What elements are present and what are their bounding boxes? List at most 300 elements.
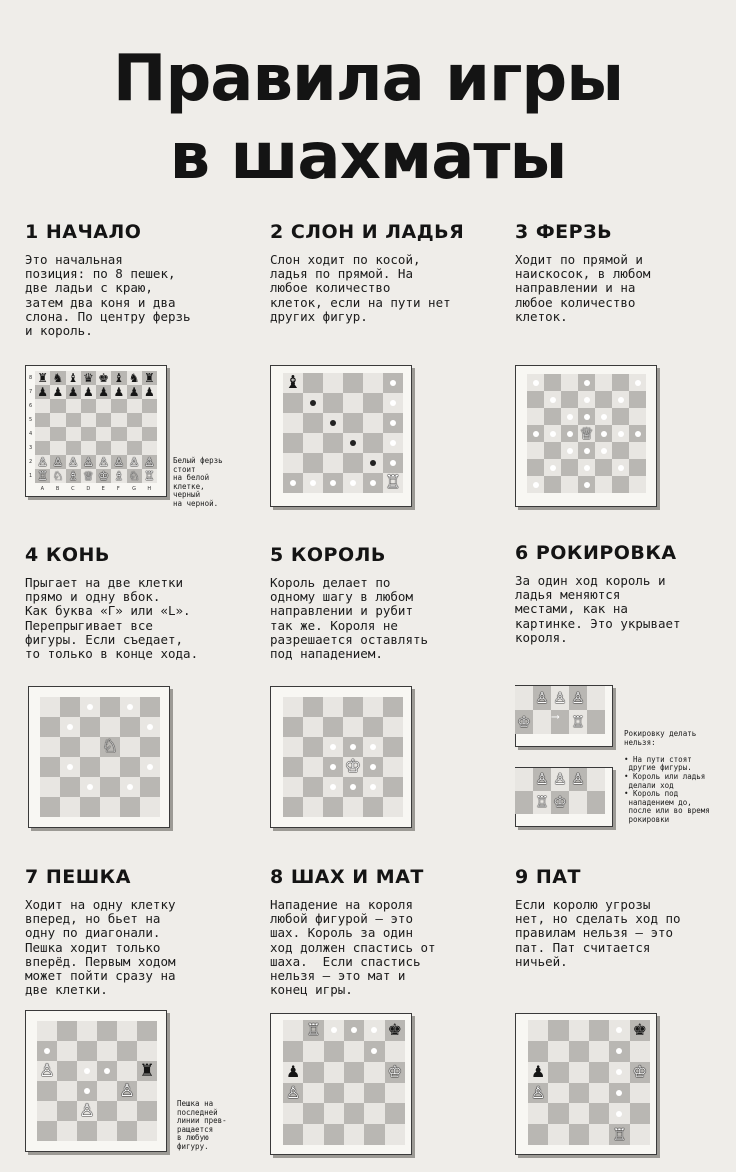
board-square — [569, 1124, 589, 1145]
board-square — [363, 797, 383, 817]
board-square — [81, 441, 96, 455]
board-square — [142, 399, 157, 413]
white-pawn-icon: ♙ — [535, 688, 549, 707]
black-pawn-icon: ♟ — [285, 1062, 301, 1082]
board-square — [283, 1020, 303, 1041]
rank-label: 7 — [29, 389, 33, 395]
board-square — [544, 374, 561, 391]
board-square — [569, 1062, 589, 1083]
board-square — [363, 453, 383, 473]
board-square — [66, 413, 81, 427]
move-marker-dot — [390, 460, 396, 466]
board-square — [569, 1041, 589, 1062]
board-square — [283, 1041, 303, 1062]
move-marker-dot — [616, 1027, 622, 1033]
white-pawn-icon: ♙ — [553, 688, 567, 707]
board-start — [35, 371, 157, 483]
white-king-icon: ♔ — [98, 469, 109, 483]
black-king-icon: ♚ — [387, 1020, 402, 1040]
move-marker-dot — [533, 482, 539, 488]
board-square — [57, 1041, 77, 1061]
board-square — [66, 385, 81, 399]
move-marker-dot — [533, 431, 539, 437]
board-square — [142, 469, 157, 483]
white-pawn-icon: ♙ — [553, 770, 567, 788]
board-square — [344, 1020, 364, 1041]
board-square — [303, 737, 323, 757]
file-label: H — [147, 486, 152, 492]
move-marker-dot — [567, 414, 573, 420]
board-square — [283, 433, 303, 453]
board-square — [323, 433, 343, 453]
move-marker-dot — [67, 764, 73, 770]
board-square — [578, 425, 595, 442]
board-square — [609, 1124, 629, 1145]
board-square — [551, 791, 569, 814]
board-square — [283, 373, 303, 393]
section-text-bishop-rook: Слон ходит по косой, ладья по прямой. На любое количество клеток, если на пути нет других фигур. — [270, 252, 451, 324]
white-rook-icon: ♖ — [571, 712, 585, 731]
move-marker-dot — [601, 414, 607, 420]
white-pawn-icon: ♙ — [79, 1100, 95, 1121]
board-square — [561, 391, 578, 408]
white-pawn-icon: ♙ — [571, 770, 585, 788]
board-square — [40, 797, 60, 817]
board-square — [127, 371, 142, 385]
black-pawn-icon: ♟ — [82, 385, 94, 399]
file-label: A — [40, 486, 45, 492]
board-square — [363, 473, 383, 493]
board-square — [117, 1041, 137, 1061]
move-marker-dot — [290, 480, 296, 486]
board-square — [343, 393, 363, 413]
black-bishop-icon: ♝ — [284, 372, 302, 393]
board-square — [595, 459, 612, 476]
board-square — [66, 399, 81, 413]
board-square — [35, 371, 50, 385]
board-square — [140, 777, 160, 797]
board-square — [50, 469, 65, 483]
board-square — [40, 737, 60, 757]
board-square — [66, 455, 81, 469]
move-marker-dot — [550, 397, 556, 403]
board-square — [57, 1121, 77, 1141]
white-rook-icon: ♖ — [143, 469, 155, 483]
board-square — [363, 433, 383, 453]
board-square — [364, 1062, 384, 1083]
board-square — [527, 442, 544, 459]
move-marker-dot — [350, 480, 356, 486]
board-square — [96, 441, 111, 455]
move-marker-dot — [616, 1090, 622, 1096]
board-square — [96, 371, 111, 385]
board-square — [57, 1061, 77, 1081]
board-square — [140, 797, 160, 817]
board-square — [303, 697, 323, 717]
black-pawn-icon: ♟ — [67, 385, 79, 399]
board-square — [323, 777, 343, 797]
board-square — [50, 427, 65, 441]
board-square — [96, 427, 111, 441]
black-pawn-icon: ♟ — [128, 385, 140, 399]
board-square — [140, 757, 160, 777]
move-marker-dot — [618, 431, 624, 437]
move-marker-dot — [370, 744, 376, 750]
move-marker-dot — [601, 448, 607, 454]
board-square — [303, 1041, 323, 1062]
board-square — [612, 425, 629, 442]
board-square — [100, 777, 120, 797]
board-square — [363, 697, 383, 717]
white-pawn-icon: ♙ — [113, 455, 125, 469]
board-square — [569, 768, 587, 791]
board-square — [57, 1021, 77, 1041]
board-square — [612, 408, 629, 425]
board-square — [363, 393, 383, 413]
board-square — [548, 1020, 568, 1041]
section-text-pawn: Ходит на одну клетку вперед, но бьет на одну по диагонали. Пешка ходит только вперёд. Первым ходом может пойти сразу на две клетки. — [25, 897, 176, 998]
board-square — [137, 1041, 157, 1061]
board-square — [323, 453, 343, 473]
move-marker-dot — [330, 764, 336, 770]
board-pawn — [37, 1021, 157, 1141]
board-square — [544, 425, 561, 442]
section-heading-castling: 6 РОКИРОВКА — [515, 542, 677, 564]
board-square — [77, 1061, 97, 1081]
move-marker-dot — [635, 431, 641, 437]
black-knight-icon: ♞ — [52, 371, 64, 385]
move-marker-dot — [370, 764, 376, 770]
board-square — [80, 697, 100, 717]
board-square — [323, 757, 343, 777]
board-square — [111, 455, 126, 469]
board-square — [587, 768, 605, 791]
white-queen-icon: ♕ — [82, 469, 94, 483]
board-square — [587, 686, 605, 710]
board-square — [37, 1041, 57, 1061]
board-square — [561, 442, 578, 459]
white-queen-icon: ♕ — [579, 423, 594, 443]
move-marker-dot — [390, 440, 396, 446]
black-pawn-icon: ♟ — [143, 385, 155, 399]
board-square — [364, 1124, 384, 1145]
board-square — [80, 777, 100, 797]
board-square — [364, 1041, 384, 1062]
board-square — [100, 737, 120, 757]
board-square — [120, 717, 140, 737]
board-square — [60, 777, 80, 797]
board-square — [324, 1020, 344, 1041]
board-square — [527, 374, 544, 391]
board-square — [629, 425, 646, 442]
white-rook-icon: ♖ — [384, 472, 402, 493]
move-marker-dot — [44, 1048, 50, 1054]
board-square — [551, 768, 569, 791]
board-square — [66, 441, 81, 455]
board-square — [589, 1041, 609, 1062]
board-square — [283, 413, 303, 433]
move-marker-dot — [370, 460, 376, 466]
white-king-icon: ♔ — [632, 1062, 647, 1082]
board-square — [324, 1103, 344, 1124]
board-square — [551, 686, 569, 710]
section-heading-start: 1 НАЧАЛО — [25, 221, 142, 243]
board-square — [81, 385, 96, 399]
board-square — [630, 1103, 650, 1124]
board-square — [142, 455, 157, 469]
board-square — [344, 1062, 364, 1083]
board-square — [100, 697, 120, 717]
board-square — [595, 391, 612, 408]
board-square — [630, 1041, 650, 1062]
board-square — [111, 385, 126, 399]
section-text-checkmate: Нападение на короля любой фигурой — это шах. Король за один ход должен спастись от шаха. Если спастись нельзя — это мат и конец игры. — [270, 897, 436, 998]
board-square — [609, 1103, 629, 1124]
board-square — [37, 1101, 57, 1121]
board-square — [111, 413, 126, 427]
section-heading-knight: 4 КОНЬ — [25, 544, 110, 566]
board-square — [629, 391, 646, 408]
board-square — [303, 777, 323, 797]
board-square — [66, 427, 81, 441]
board-square — [383, 737, 403, 757]
board-square — [383, 473, 403, 493]
section-heading-checkmate: 8 ШАХ И МАТ — [270, 866, 424, 888]
board-square — [283, 757, 303, 777]
board-square — [111, 371, 126, 385]
white-bishop-icon: ♗ — [67, 469, 79, 483]
board-square — [363, 373, 383, 393]
board-square — [363, 737, 383, 757]
board-square — [127, 385, 142, 399]
board-square — [629, 476, 646, 493]
white-knight-icon: ♘ — [101, 736, 119, 757]
board-square — [548, 1083, 568, 1104]
board-square — [323, 797, 343, 817]
board-square — [120, 757, 140, 777]
board-square — [81, 469, 96, 483]
board-square — [50, 455, 65, 469]
board-square — [344, 1103, 364, 1124]
board-square — [323, 717, 343, 737]
move-marker-dot — [584, 465, 590, 471]
section-heading-pawn: 7 ПЕШКА — [25, 866, 131, 888]
board-square — [385, 1062, 405, 1083]
board-square — [343, 717, 363, 737]
board-square — [303, 1124, 323, 1145]
white-pawn-icon: ♙ — [67, 455, 79, 469]
board-square — [35, 441, 50, 455]
board-square — [629, 459, 646, 476]
board-square — [343, 433, 363, 453]
move-marker-dot — [390, 380, 396, 386]
board-square — [142, 427, 157, 441]
board-square — [527, 476, 544, 493]
move-marker-dot — [618, 397, 624, 403]
white-rook-icon: ♖ — [612, 1124, 627, 1144]
move-marker-dot — [584, 397, 590, 403]
board-square — [527, 459, 544, 476]
board-square — [117, 1121, 137, 1141]
white-pawn-icon: ♙ — [37, 455, 48, 469]
board-square — [383, 413, 403, 433]
board-square — [60, 697, 80, 717]
board-square — [343, 413, 363, 433]
board-square — [303, 797, 323, 817]
board-square — [77, 1041, 97, 1061]
board-square — [528, 1103, 548, 1124]
board-square — [37, 1081, 57, 1101]
board-square — [137, 1101, 157, 1121]
file-label: B — [55, 486, 60, 492]
board-square — [587, 710, 605, 734]
board-square — [561, 476, 578, 493]
board-square — [117, 1081, 137, 1101]
board-square — [544, 391, 561, 408]
white-bishop-icon: ♗ — [113, 469, 125, 483]
board-square — [283, 717, 303, 737]
board-square — [561, 374, 578, 391]
board-square — [283, 393, 303, 413]
board-square — [344, 1041, 364, 1062]
board-square — [283, 1103, 303, 1124]
board-square — [120, 737, 140, 757]
board-square — [385, 1103, 405, 1124]
board-square — [35, 385, 50, 399]
move-marker-dot — [310, 480, 316, 486]
board-square — [303, 393, 323, 413]
board-square — [544, 459, 561, 476]
board-square — [609, 1083, 629, 1104]
file-label: F — [116, 486, 120, 492]
board-square — [343, 797, 363, 817]
board-square — [60, 757, 80, 777]
board-square — [283, 797, 303, 817]
move-marker-dot — [330, 744, 336, 750]
board-square — [587, 791, 605, 814]
board-square — [81, 371, 96, 385]
board-square — [80, 717, 100, 737]
board-square — [569, 1020, 589, 1041]
black-rook-icon: ♜ — [37, 371, 48, 385]
section-heading-bishop-rook: 2 СЛОН И ЛАДЬЯ — [270, 221, 465, 243]
board-square — [578, 408, 595, 425]
board-square — [548, 1041, 568, 1062]
board-square — [140, 697, 160, 717]
board-square — [578, 459, 595, 476]
white-knight-icon: ♘ — [128, 469, 140, 483]
move-marker-dot — [127, 704, 133, 710]
black-pawn-icon: ♟ — [37, 385, 48, 399]
move-marker-dot — [584, 414, 590, 420]
move-marker-dot — [84, 1068, 90, 1074]
board-square — [528, 1041, 548, 1062]
board-square — [544, 442, 561, 459]
board-stalemate — [528, 1020, 650, 1145]
black-pawn-icon: ♟ — [52, 385, 64, 399]
section-heading-stalemate: 9 ПАТ — [515, 866, 581, 888]
move-marker-dot — [618, 465, 624, 471]
board-square — [383, 717, 403, 737]
board-square — [589, 1062, 609, 1083]
board-square — [60, 737, 80, 757]
black-pawn-icon: ♟ — [530, 1062, 546, 1082]
board-square — [96, 469, 111, 483]
board-square — [127, 441, 142, 455]
board-square — [60, 797, 80, 817]
board-square — [383, 797, 403, 817]
white-knight-icon: ♘ — [52, 469, 64, 483]
board-square — [283, 453, 303, 473]
board-square — [66, 371, 81, 385]
board-square — [77, 1121, 97, 1141]
file-label: G — [132, 486, 136, 492]
rank-label: 2 — [29, 459, 33, 465]
white-king-icon: ♔ — [517, 712, 531, 731]
board-square — [383, 453, 403, 473]
board-square — [40, 757, 60, 777]
board-square — [569, 791, 587, 814]
board-square — [140, 737, 160, 757]
black-rook-icon: ♜ — [139, 1060, 155, 1081]
board-square — [283, 737, 303, 757]
move-marker-dot — [567, 431, 573, 437]
board-square — [303, 433, 323, 453]
board-square — [629, 374, 646, 391]
board-square — [80, 797, 100, 817]
board-square — [343, 453, 363, 473]
move-marker-dot — [147, 724, 153, 730]
board-square — [142, 441, 157, 455]
board-square — [324, 1062, 344, 1083]
move-marker-dot — [330, 784, 336, 790]
board-square — [383, 433, 403, 453]
board-square — [324, 1041, 344, 1062]
board-square — [612, 374, 629, 391]
board-square — [50, 413, 65, 427]
rank-label: 3 — [29, 445, 33, 451]
board-square — [35, 399, 50, 413]
board-square — [533, 710, 551, 734]
board-square — [569, 1103, 589, 1124]
board-square — [111, 427, 126, 441]
board-square — [533, 791, 551, 814]
board-square — [117, 1061, 137, 1081]
board-square — [137, 1021, 157, 1041]
board-square — [589, 1083, 609, 1104]
board-square — [324, 1083, 344, 1104]
board-square — [383, 393, 403, 413]
black-knight-icon: ♞ — [128, 371, 140, 385]
board-square — [385, 1124, 405, 1145]
white-rook-icon: ♖ — [306, 1020, 321, 1040]
board-queen — [527, 374, 646, 493]
move-marker-dot — [310, 400, 316, 406]
section-text-knight: Прыгает на две клетки прямо и одну вбок. Как буква «Г» или «L». Перепрыгивает все фигуры. Если съедает, то только в конце хода. — [25, 575, 199, 662]
board-square — [303, 717, 323, 737]
board-square — [81, 455, 96, 469]
board-square — [612, 476, 629, 493]
title-line-2: в шахматы — [169, 120, 567, 194]
page-title — [0, 40, 736, 196]
move-marker-dot — [584, 482, 590, 488]
board-square — [561, 425, 578, 442]
title-line-1: Правила игры — [112, 42, 624, 116]
board-square — [77, 1081, 97, 1101]
board-square — [80, 737, 100, 757]
white-rook-icon: ♖ — [535, 793, 549, 811]
section-text-start: Это начальная позиция: по 8 пешек, две ладьи с краю, затем два коня и два слона. По центру ферзь и король. — [25, 252, 191, 339]
